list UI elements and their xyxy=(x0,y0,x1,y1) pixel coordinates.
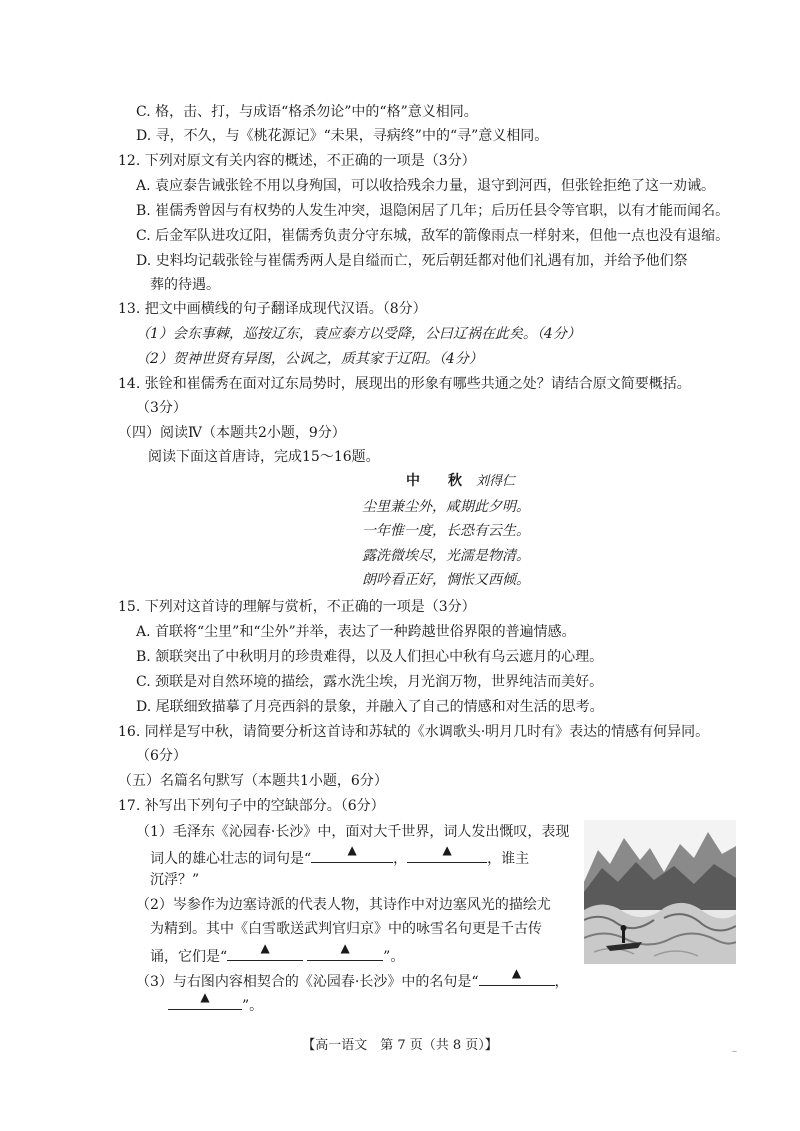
q17-3-line-2: ▲ ”。 xyxy=(168,993,263,1016)
q15-option-c: C. 颈联是对自然环境的描绘，露水洗尘埃，月光润万物，世界纯洁而美好。 xyxy=(136,674,604,690)
poem-author: 刘得仁 xyxy=(476,474,516,489)
q13-part-1: （1）会东事棘，巡按辽东，袁应泰方以受降，公曰辽祸在此矣。（4分） xyxy=(136,326,581,342)
q13-part-2: （2）贺神世贤有异图，公讽之，质其家于辽阳。（4分） xyxy=(136,351,483,367)
q11-option-c: C. 格，击、打，与成语“格杀勿论”中的“格”意义相同。 xyxy=(136,104,478,120)
q11-option-d: D. 寻，不久，与《桃花源记》“未果，寻病终”中的“寻”意义相同。 xyxy=(136,128,549,144)
scan-mark: – xyxy=(732,1046,737,1057)
q17-2-line-2: 为精到。其中《白雪歌送武判官归京》中的咏雪名句更是千古传 xyxy=(150,921,542,937)
answer-blank[interactable]: ▲ xyxy=(307,944,383,961)
q17-1-line-2: 词人的雄心壮志的词句是“ ▲ ， ▲ ，谁主 xyxy=(150,843,530,867)
q17-stem: 17. 补写出下列句子中的空缺部分。（6分） xyxy=(118,798,385,814)
answer-blank[interactable]: ▲ xyxy=(168,993,242,1010)
poem-instruction: 阅读下面这首唐诗，完成15～16题。 xyxy=(148,449,380,465)
q17-2-line-3: 诵，它们是“ ▲ ▲ ”。 xyxy=(150,941,405,965)
q12-option-b: B. 崔儒秀曾因与有权势的人发生冲突，退隐闲居了几年；后历任县令等官职，以有才能而闻名。 xyxy=(136,203,730,219)
q16-stem: 16. 同样是写中秋，请简要分析这首诗和苏轼的《水调歌头·明月几时有》表达的情感有何异同。 xyxy=(118,724,710,740)
q13-stem: 13. 把文中画横线的句子翻译成现代汉语。（8分） xyxy=(118,301,427,317)
poem-verse: 尘里兼尘外，咸期此夕明。 xyxy=(362,499,530,515)
q16-score: （6分） xyxy=(136,748,187,764)
poem-verse: 一年惟一度，长恐有云生。 xyxy=(362,523,530,539)
q17-1-text: （1）毛泽东《沁园春·长沙》中，面对大千世界，词人发出慨叹，表现 xyxy=(136,824,570,840)
ink-painting-image xyxy=(584,820,736,964)
section-4-heading: （四）阅读Ⅳ（本题共2小题，9分） xyxy=(118,425,346,441)
answer-blank[interactable]: ▲ xyxy=(311,846,393,863)
q14-score: （3分） xyxy=(136,400,187,416)
section-5-heading: （五）名篇名句默写（本题共1小题，6分） xyxy=(118,773,388,789)
q12-stem: 12. 下列对原文有关内容的概述，不正确的一项是（3分） xyxy=(118,153,476,169)
q12-option-a: A. 袁应泰告诫张铨不用以身殉国，可以收拾残余力量，退守到河西，但张铨拒绝了这一劝诫。 xyxy=(136,178,716,194)
poem-verse: 朗吟看正好，惆怅又西倾。 xyxy=(362,572,530,588)
q15-option-d: D. 尾联细致描摹了月亮西斜的景象，并融入了自己的情感和对生活的思考。 xyxy=(136,699,604,715)
q12-option-c: C. 后金军队进攻辽阳，崔儒秀负责分守东城，敌军的箭像雨点一样射来，但他一点也没有退缩。 xyxy=(136,228,730,244)
poem-title: 中 秋 xyxy=(406,473,462,489)
answer-blank[interactable]: ▲ xyxy=(407,846,487,863)
poem-verse: 露洗微埃尽，光濡是物清。 xyxy=(362,548,530,564)
q15-stem: 15. 下列对这首诗的理解与赏析，不正确的一项是（3分） xyxy=(118,599,476,615)
q15-option-a: A. 首联将“尘里”和“尘外”并举，表达了一种跨越世俗界限的普遍情感。 xyxy=(136,624,576,640)
q12-option-d-cont: 葬的待遇。 xyxy=(150,277,220,293)
page-footer: 【高一语文 第 7 页（共 8 页）】 xyxy=(302,1038,498,1053)
q15-option-b: B. 颔联突出了中秋明月的珍贵难得，以及人们担心中秋有乌云遮月的心理。 xyxy=(136,649,604,665)
q17-2-text: （2）岑参作为边塞诗派的代表人物，其诗作中对边塞风光的描绘尤 xyxy=(136,897,551,913)
answer-blank[interactable]: ▲ xyxy=(479,969,555,986)
q14-stem: 14. 张铨和崔儒秀在面对辽东局势时，展现出的形象有哪些共通之处？请结合原文简要概括。 xyxy=(118,376,691,392)
q12-option-d: D. 史料均记载张铨与崔儒秀两人是自缢而亡，死后朝廷都对他们礼遇有加，并给予他们祭 xyxy=(136,253,688,269)
answer-blank[interactable]: ▲ xyxy=(227,944,303,961)
q17-3-text: （3）与右图内容相契合的《沁园春·长沙》中的名句是“ ▲ ， xyxy=(136,966,569,990)
q17-1-line-3: 沉浮？” xyxy=(150,872,200,888)
